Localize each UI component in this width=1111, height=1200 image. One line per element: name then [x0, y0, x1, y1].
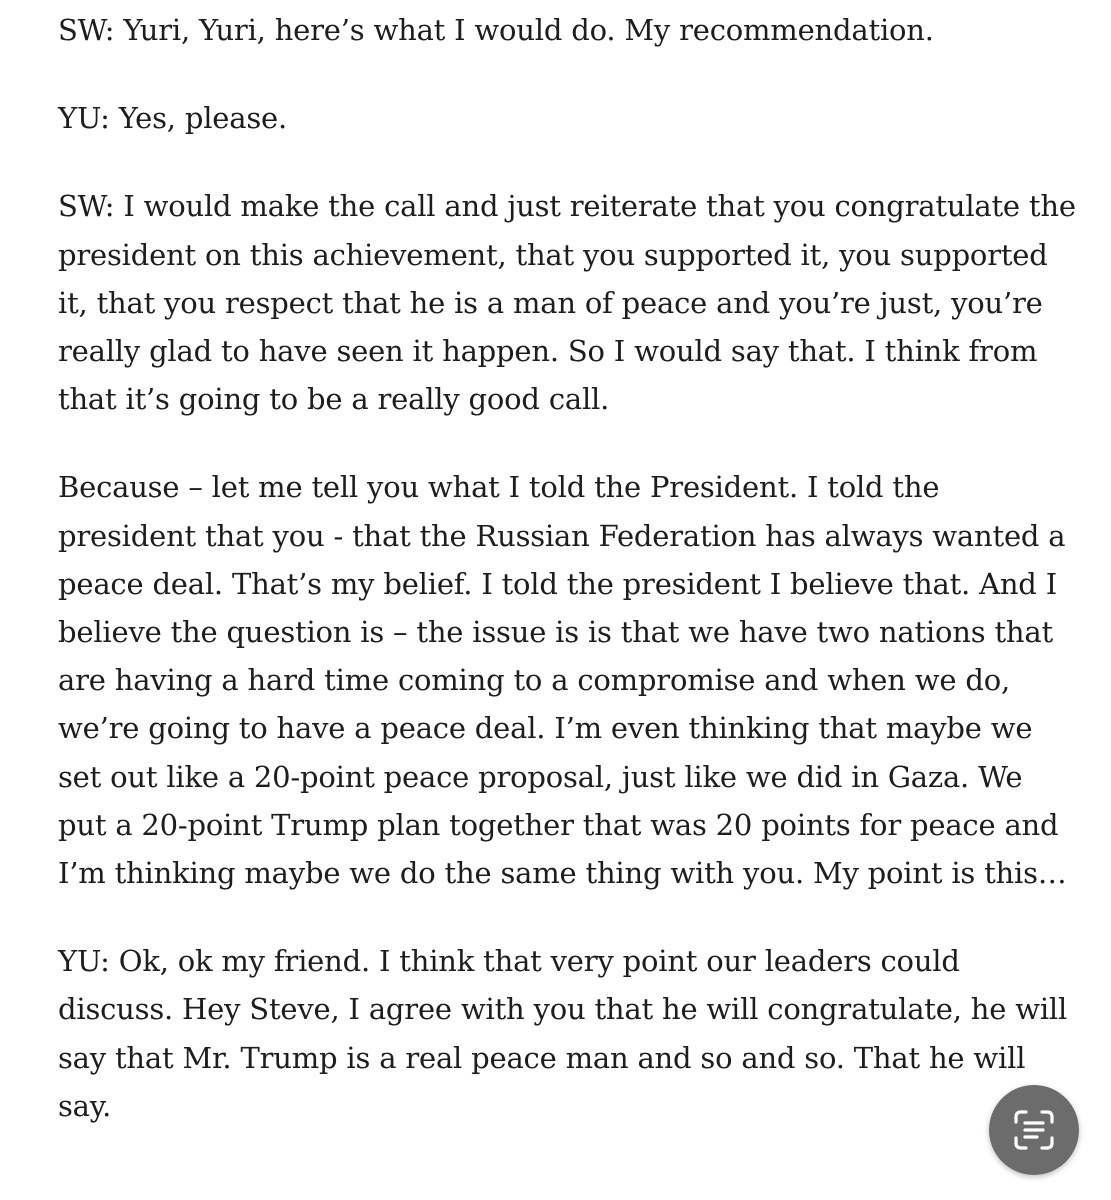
transcript-article: [58, 6, 1078, 1170]
live-text-button[interactable]: [989, 1085, 1079, 1175]
transcript-paragraph: YU: Yes, please.: [58, 101, 287, 136]
transcript-paragraph: SW: I would make the call and just reiterate that you congratulate the president on this achievement, that you supported it, you supported it, that you respect that he is a man of peace and you’re just, you’re really glad to have seen it happen. So I would say that. I think from that it’s going to be a really good call.: [58, 189, 1076, 417]
transcript-paragraph: YU: Ok, ok my friend. I think that very point our leaders could discuss. Hey Steve, I agree with you that he will congratulate, he will say that Mr. Trump is a real peace man and so and so. That he will say.: [58, 944, 1068, 1123]
transcript-paragraph: SW: Yuri, Yuri, here’s what I would do. My recommendation.: [58, 13, 934, 47]
transcript-paragraph: Because – let me tell you what I told the President. I told the president that you - that the Russian Federation has always wanted a peace deal. That’s my belief. I told the president I believe that. And I believe the question is – the issue is is that we have two nations that are having a hard time coming to a compromise and when we do, we’re going to have a peace deal. I’m even thinking that maybe we set out like a 20-point peace proposal, just like we did in Gaza. We put a 20-point Trump plan together that was 20 points for peace and I’m thinking maybe we do the same thing with you. My point is this…: [58, 470, 1067, 891]
live-text-scan-icon: [1010, 1106, 1058, 1154]
